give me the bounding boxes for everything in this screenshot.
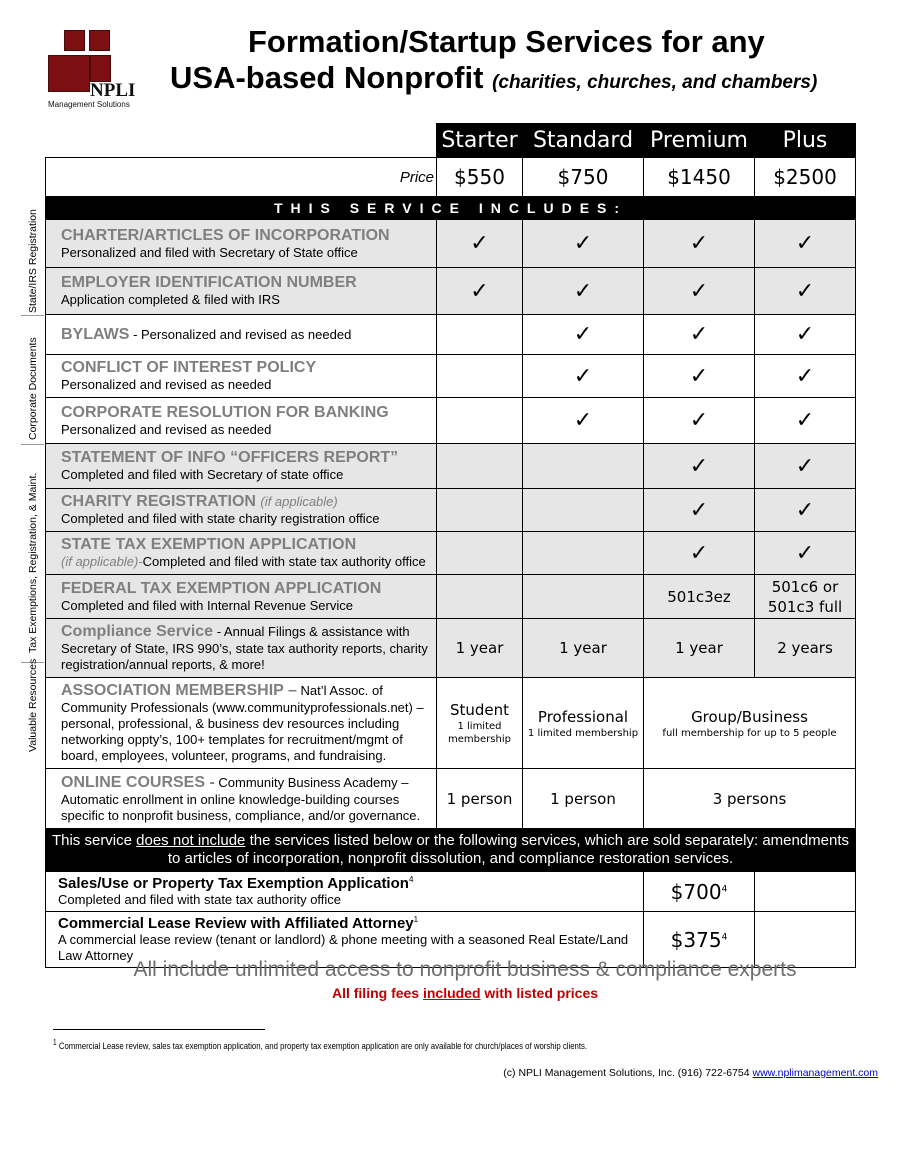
logo-text: NPLI [90,80,136,101]
service-desc [46,678,437,769]
price-plus: $2500 [755,158,856,197]
empty-cell [437,532,523,575]
premium-value: 501c3ez [644,575,755,619]
group-value [644,678,856,769]
service-inline-note: Community Business Academy – [214,774,409,790]
empty-cell [437,444,523,489]
extra-desc [46,872,644,912]
service-row [46,268,856,315]
service-desc [46,575,437,619]
empty-cell [523,575,644,619]
footnote [53,1038,587,1052]
check-icon: ✓ [755,315,856,355]
check-icon: ✓ [437,268,523,315]
footnote-text: Commercial Lease review, sales tax exemption application, and property tax exemption application are only available for church/places of worship clients. [56,1041,588,1053]
fees-note [0,985,900,1001]
value-main: Group/Business [691,707,808,726]
service-title: ONLINE COURSES - [61,773,215,791]
service-row [46,489,856,532]
check-icon: ✓ [755,355,856,398]
separate-services-banner [46,829,856,872]
service-sub-note: (if applicable)- [61,554,143,569]
service-subtitle [61,554,430,570]
logo-subtext: Management Solutions [48,100,130,109]
check-icon: ✓ [644,489,755,532]
empty-cell [437,398,523,444]
check-icon: ✓ [523,220,644,268]
service-desc [46,220,437,268]
service-title: FEDERAL TAX EXEMPTION APPLICATION [61,579,382,597]
side-label-resources: Valuable Resources [27,658,39,752]
company-logo [44,28,144,114]
value-main: Professional [537,707,629,726]
price-starter: $550 [437,158,523,197]
empty-cell [755,872,856,912]
price-label: Price [46,158,437,197]
check-icon: ✓ [755,489,856,532]
check-icon: ✓ [644,398,755,444]
service-row [46,575,856,619]
check-icon: ✓ [523,355,644,398]
service-title: Compliance Service [61,623,214,640]
includes-banner-row [46,197,856,220]
check-icon: ✓ [644,355,755,398]
service-title: CHARTER/ARTICLES OF INCORPORATION [61,226,390,244]
service-desc [46,769,437,829]
extra-subtitle: Completed and filed with state tax authority office [58,892,342,907]
extra-title [58,875,637,892]
service-title: CORPORATE RESOLUTION FOR BANKING [61,403,389,421]
service-title: EMPLOYER IDENTIFICATION NUMBER [61,274,357,291]
service-title-note: (if applicable) [260,494,338,509]
service-desc [46,398,437,444]
fees-emphasis: included [422,985,481,1001]
check-icon: ✓ [755,220,856,268]
service-row [46,220,856,268]
price-row [46,158,856,197]
service-subtitle: Completed and filed with Secretary of state office [61,467,344,482]
page-title: Formation/Startup Services for any [248,24,765,59]
check-icon: ✓ [644,220,755,268]
service-sub-text: Completed and filed with state tax authority office [142,554,426,569]
service-row [46,769,856,829]
copyright [503,1067,878,1079]
blank-cell [46,124,437,158]
service-title: BYLAWS [61,325,130,343]
side-label-tax: Tax Exemptions, Registration, & Maint. [27,472,39,653]
service-row [46,398,856,444]
check-icon: ✓ [755,268,856,315]
extra-title-text: Commercial Lease Review with Affiliated Attorney [58,915,414,932]
tagline: All include unlimited access to nonprofit business & compliance experts [133,958,797,981]
value-note: 1 limited membership [527,727,639,739]
check-icon: ✓ [523,315,644,355]
check-icon: ✓ [644,315,755,355]
service-subtitle: Personalized and revised as needed [61,377,272,392]
service-desc [46,532,437,575]
logo-square [48,55,90,92]
service-subtitle: Community Professionals (www.communityprofessionals.net) – personal, professional, & business dev resources including networking oppty’s, 100+ templates for recruitment/mgmt of board, employees, volunteer, programs, and fundraising. [61,700,424,763]
tier-standard: Standard [523,124,644,158]
starter-value: 1 person [437,769,523,829]
check-icon: ✓ [755,444,856,489]
service-desc [46,489,437,532]
extra-service-row [46,872,856,912]
service-row [46,355,856,398]
logo-square [90,55,111,82]
footnote-ref: 1 [413,915,419,924]
service-inline-note: Nat’l Assoc. of [296,683,383,698]
footnote-number: 1 [53,1038,57,1047]
side-label-state-irs: State/IRS Registration [27,209,39,313]
fees-text: All filing fees [331,985,423,1001]
service-subtitle: Completed and filed with Internal Revenue Service [61,597,353,613]
pricing-table [45,123,856,968]
service-title: CONFLICT OF INTEREST POLICY [61,359,317,376]
service-row [46,619,856,678]
footnote-ref: 4 [408,875,414,884]
empty-cell [437,315,523,355]
logo-square [64,30,85,51]
empty-cell [437,489,523,532]
side-divider [21,315,44,316]
extra-subtitle: A commercial lease review (tenant or landlord) & phone meeting with a seasoned Real Estate/Land Law Attorney [58,932,629,963]
logo-square [89,30,110,51]
starter-value [437,678,523,769]
subtitle-main: USA-based Nonprofit [170,60,484,95]
tier-plus: Plus [755,124,856,158]
plus-value-line: 501c3 full [767,597,843,616]
price-standard: $750 [523,158,644,197]
service-subtitle: Automatic enrollment in online knowledge-building courses specific to nonprofit business, compliance, and/or governance. [61,791,421,823]
group-value: 3 persons [644,769,856,829]
service-inline-note: - Annual Filings & assistance with [213,624,410,639]
empty-cell [523,532,644,575]
standard-value [523,678,644,769]
service-row [46,532,856,575]
service-desc [46,355,437,398]
service-title: STATE TAX EXEMPTION APPLICATION [61,536,357,553]
empty-cell [523,489,644,532]
footnote-divider [53,1029,265,1030]
service-title: CHARITY REGISTRATION [61,493,256,510]
extra-title [58,915,637,932]
service-subtitle: Application completed & filed with IRS [61,292,280,307]
copyright-text: (c) NPLI Management Solutions, Inc. (916) 722-6754 [503,1067,753,1079]
service-desc [46,268,437,315]
banner-text: This service [51,832,137,849]
check-icon: ✓ [755,532,856,575]
check-icon: ✓ [644,532,755,575]
side-label-corporate: Corporate Documents [27,337,39,440]
service-title: ASSOCIATION MEMBERSHIP – [61,682,297,699]
service-subtitle: Personalized and filed with Secretary of State office [61,244,358,260]
service-row [46,678,856,769]
side-divider [21,444,44,445]
empty-cell [437,355,523,398]
plus-value-line: 501c6 or [771,577,839,596]
empty-cell [437,575,523,619]
separate-banner-row [46,829,856,872]
includes-banner: THIS SERVICE INCLUDES: [46,197,856,220]
check-icon: ✓ [755,398,856,444]
price-premium: $1450 [644,158,755,197]
service-desc [46,444,437,489]
standard-value: 1 person [523,769,644,829]
service-subtitle: Secretary of State, IRS 990’s, state tax authority reports, charity registration/annual reports, & more! [61,641,428,672]
fees-text: with listed prices [480,985,599,1001]
premium-value: 1 year [644,619,755,678]
extra-price-value: $700 [670,879,722,904]
tier-starter: Starter [437,124,523,158]
service-subtitle: Completed and filed with state charity registration office [61,511,380,526]
service-title: STATEMENT OF INFO “OFFICERS REPORT” [61,449,399,466]
service-desc [46,315,437,355]
check-icon: ✓ [644,268,755,315]
check-icon: ✓ [437,220,523,268]
extra-price [644,872,755,912]
starter-value: 1 year [437,619,523,678]
empty-cell [523,444,644,489]
standard-value: 1 year [523,619,644,678]
check-icon: ✓ [644,444,755,489]
footnote-ref: 4 [721,883,728,894]
service-inline-note: - Personalized and revised as needed [129,326,352,342]
page-subtitle [170,60,817,96]
plus-value: 2 years [755,619,856,678]
subtitle-note: (charities, churches, and chambers) [492,72,818,93]
service-row [46,315,856,355]
value-main: Student [449,701,510,719]
website-link[interactable]: www.nplimanagement.com [752,1067,878,1079]
extra-title-text: Sales/Use or Property Tax Exemption Application [58,875,409,892]
banner-emphasis: does not include [136,832,246,849]
value-note: 1 limited membership [448,721,511,745]
banner-text: the services listed below or the following services, which are sold separately: amendments to articles of incorporation, nonprofit dissolution, and compliance restoration services. [167,832,850,867]
extra-price-value: $375 [670,927,722,952]
plus-value [755,575,856,619]
check-icon: ✓ [523,268,644,315]
tier-header-row [46,124,856,158]
tier-premium: Premium [644,124,755,158]
service-subtitle: Personalized and revised as needed [61,421,272,437]
service-desc [46,619,437,678]
service-row [46,444,856,489]
value-note: full membership for up to 5 people [662,727,837,739]
check-icon: ✓ [523,398,644,444]
footnote-ref: 4 [721,931,728,942]
